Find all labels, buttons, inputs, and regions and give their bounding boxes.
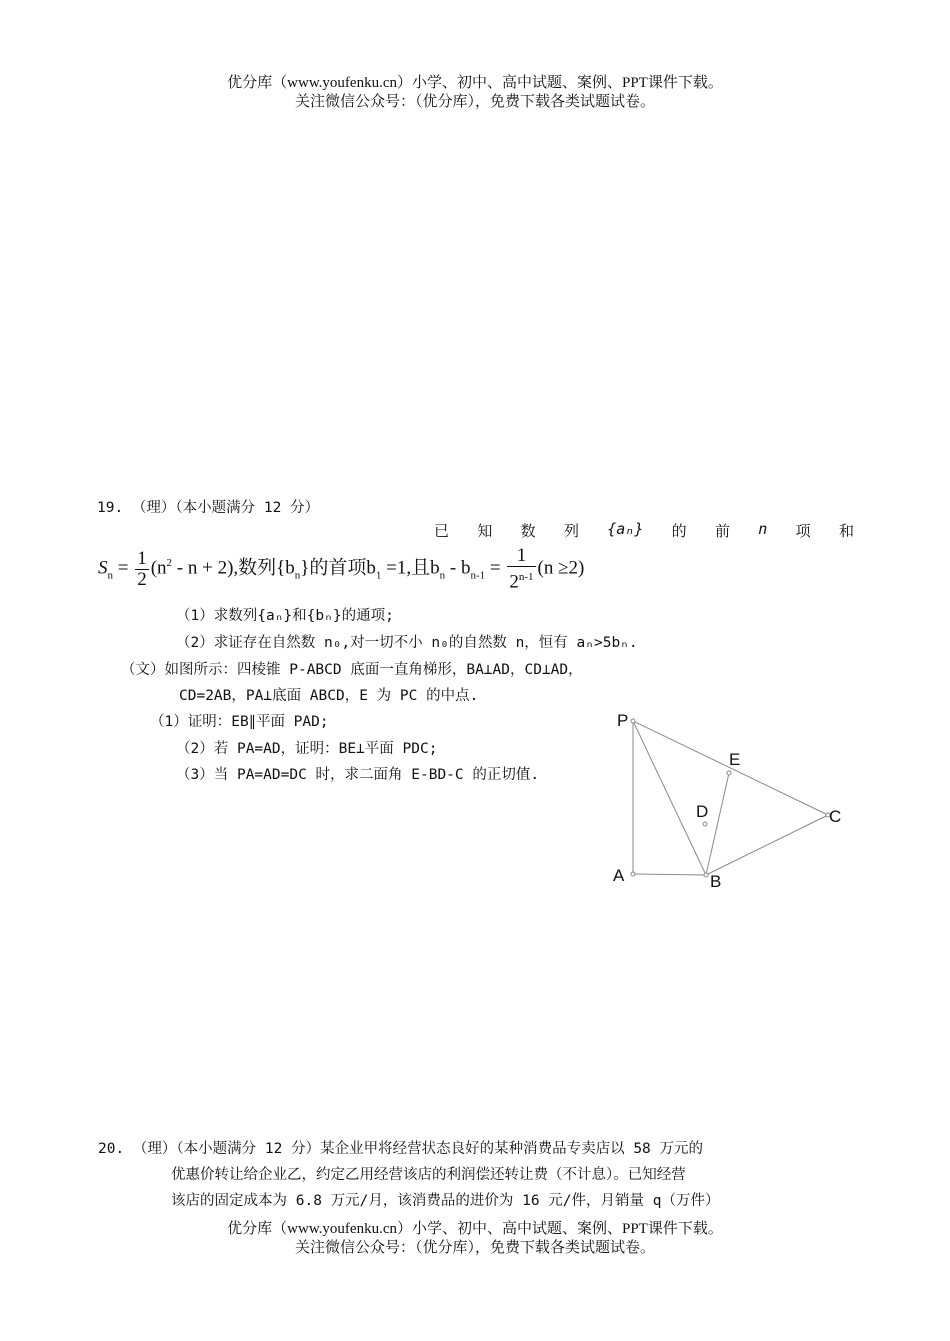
q20-line2: 优惠价转让给企业乙，约定乙用经营该店的利润偿还转让费（不计息）。已知经营 — [171, 1167, 686, 1183]
label-D: D — [696, 802, 709, 821]
formula-text: - n + 2),数列{b — [172, 557, 295, 579]
q19-wen-part3: （3）当 PA=AD=DC 时，求二面角 E-BD-C 的正切值. — [176, 767, 540, 783]
formula-sub: n-1 — [470, 569, 486, 582]
intro-word: 前 — [714, 522, 730, 540]
formula-paren: (n — [150, 557, 167, 579]
intro-word: 数 — [520, 522, 536, 540]
intro-word: 项 — [795, 522, 811, 540]
label-B: B — [710, 872, 722, 891]
q19-wen-part2: （2）若 PA=AD，证明：BE⊥平面 PDC; — [176, 741, 438, 757]
q19-part1: （1）求数列{aₙ}和{bₙ}的通项; — [176, 608, 394, 624]
label-E: E — [729, 750, 741, 769]
formula-text: - b — [445, 557, 471, 579]
q19-formula — [98, 546, 584, 592]
fraction-base: 2 — [509, 571, 519, 593]
footer-line-1: 优分库（www.youfenku.cn）小学、初中、高中试题、案例、PPT课件下载。 — [227, 1221, 723, 1237]
formula-lhs: S — [98, 557, 108, 579]
edge-PB — [633, 721, 709, 875]
q19-wen-part1: （1）证明：EB∥平面 PAD; — [150, 714, 329, 730]
q19-wen-line1: （文）如图所示：四棱锥 P-ABCD 底面一直角梯形，BA⊥AD，CD⊥AD， — [121, 662, 583, 678]
vertex-D — [703, 822, 707, 826]
q19-title: 19. （理）（本小题满分 12 分） — [97, 500, 320, 516]
formula-sub: 1 — [375, 569, 382, 582]
formula-sub: n — [107, 569, 113, 582]
fraction-half — [135, 549, 149, 590]
formula-sup: 2 — [166, 557, 173, 570]
formula-sub: n — [439, 569, 446, 582]
intro-word: 和 — [838, 522, 854, 540]
formula-text: =1,且b — [381, 557, 440, 579]
formula-eq: = — [113, 557, 134, 579]
edge-BE — [706, 773, 729, 875]
formula-condition: (n ≥2) — [537, 557, 585, 579]
intro-word: 的 — [671, 522, 687, 540]
fraction-exponent: n-1 — [518, 571, 534, 583]
vertex-B — [704, 873, 708, 877]
label-A: A — [613, 866, 625, 885]
intro-word: {aₙ} — [607, 520, 644, 538]
q20-line1: 20. （理）（本小题满分 12 分）某企业甲将经营状态良好的某种消费品专卖店以 58 万元的 — [98, 1141, 704, 1157]
vertex-A — [631, 872, 635, 876]
intro-word: n — [758, 520, 768, 538]
vertex-E — [727, 771, 731, 775]
formula-eq: = — [485, 557, 506, 579]
intro-word: 已 — [434, 522, 450, 540]
q19-intro — [434, 520, 854, 541]
edge-BC — [706, 815, 828, 875]
formula-text: }的首项b — [300, 557, 376, 579]
vertex-P — [631, 719, 635, 723]
fraction-denominator — [507, 567, 535, 592]
label-P: P — [617, 711, 629, 730]
q20-line3: 该店的固定成本为 6.8 万元/月，该消费品的进价为 16 元/件，月销量 q（万件） — [171, 1193, 720, 1209]
label-C: C — [829, 807, 842, 826]
q19-wen-line2: CD=2AB，PA⊥底面 ABCD，E 为 PC 的中点. — [179, 688, 479, 704]
q19-part2: （2）求证存在自然数 n₀,对一切不小 n₀的自然数 n，恒有 aₙ>5bₙ. — [176, 635, 638, 651]
fraction-numerator: 1 — [137, 547, 147, 569]
header-line-2: 关注微信公众号：（优分库），免费下载各类试题试卷。 — [294, 94, 655, 110]
pyramid-figure — [605, 706, 865, 896]
formula-sub: n — [294, 569, 301, 582]
intro-word: 列 — [563, 522, 579, 540]
header-line-1: 优分库（www.youfenku.cn）小学、初中、高中试题、案例、PPT课件下载。 — [227, 75, 723, 91]
fraction-power — [507, 546, 535, 592]
fraction-numerator: 1 — [507, 546, 535, 567]
intro-word: 知 — [477, 522, 493, 540]
edge-AB — [633, 874, 706, 875]
footer-line-2: 关注微信公众号：（优分库），免费下载各类试题试卷。 — [294, 1240, 655, 1256]
fraction-denominator: 2 — [137, 568, 147, 590]
